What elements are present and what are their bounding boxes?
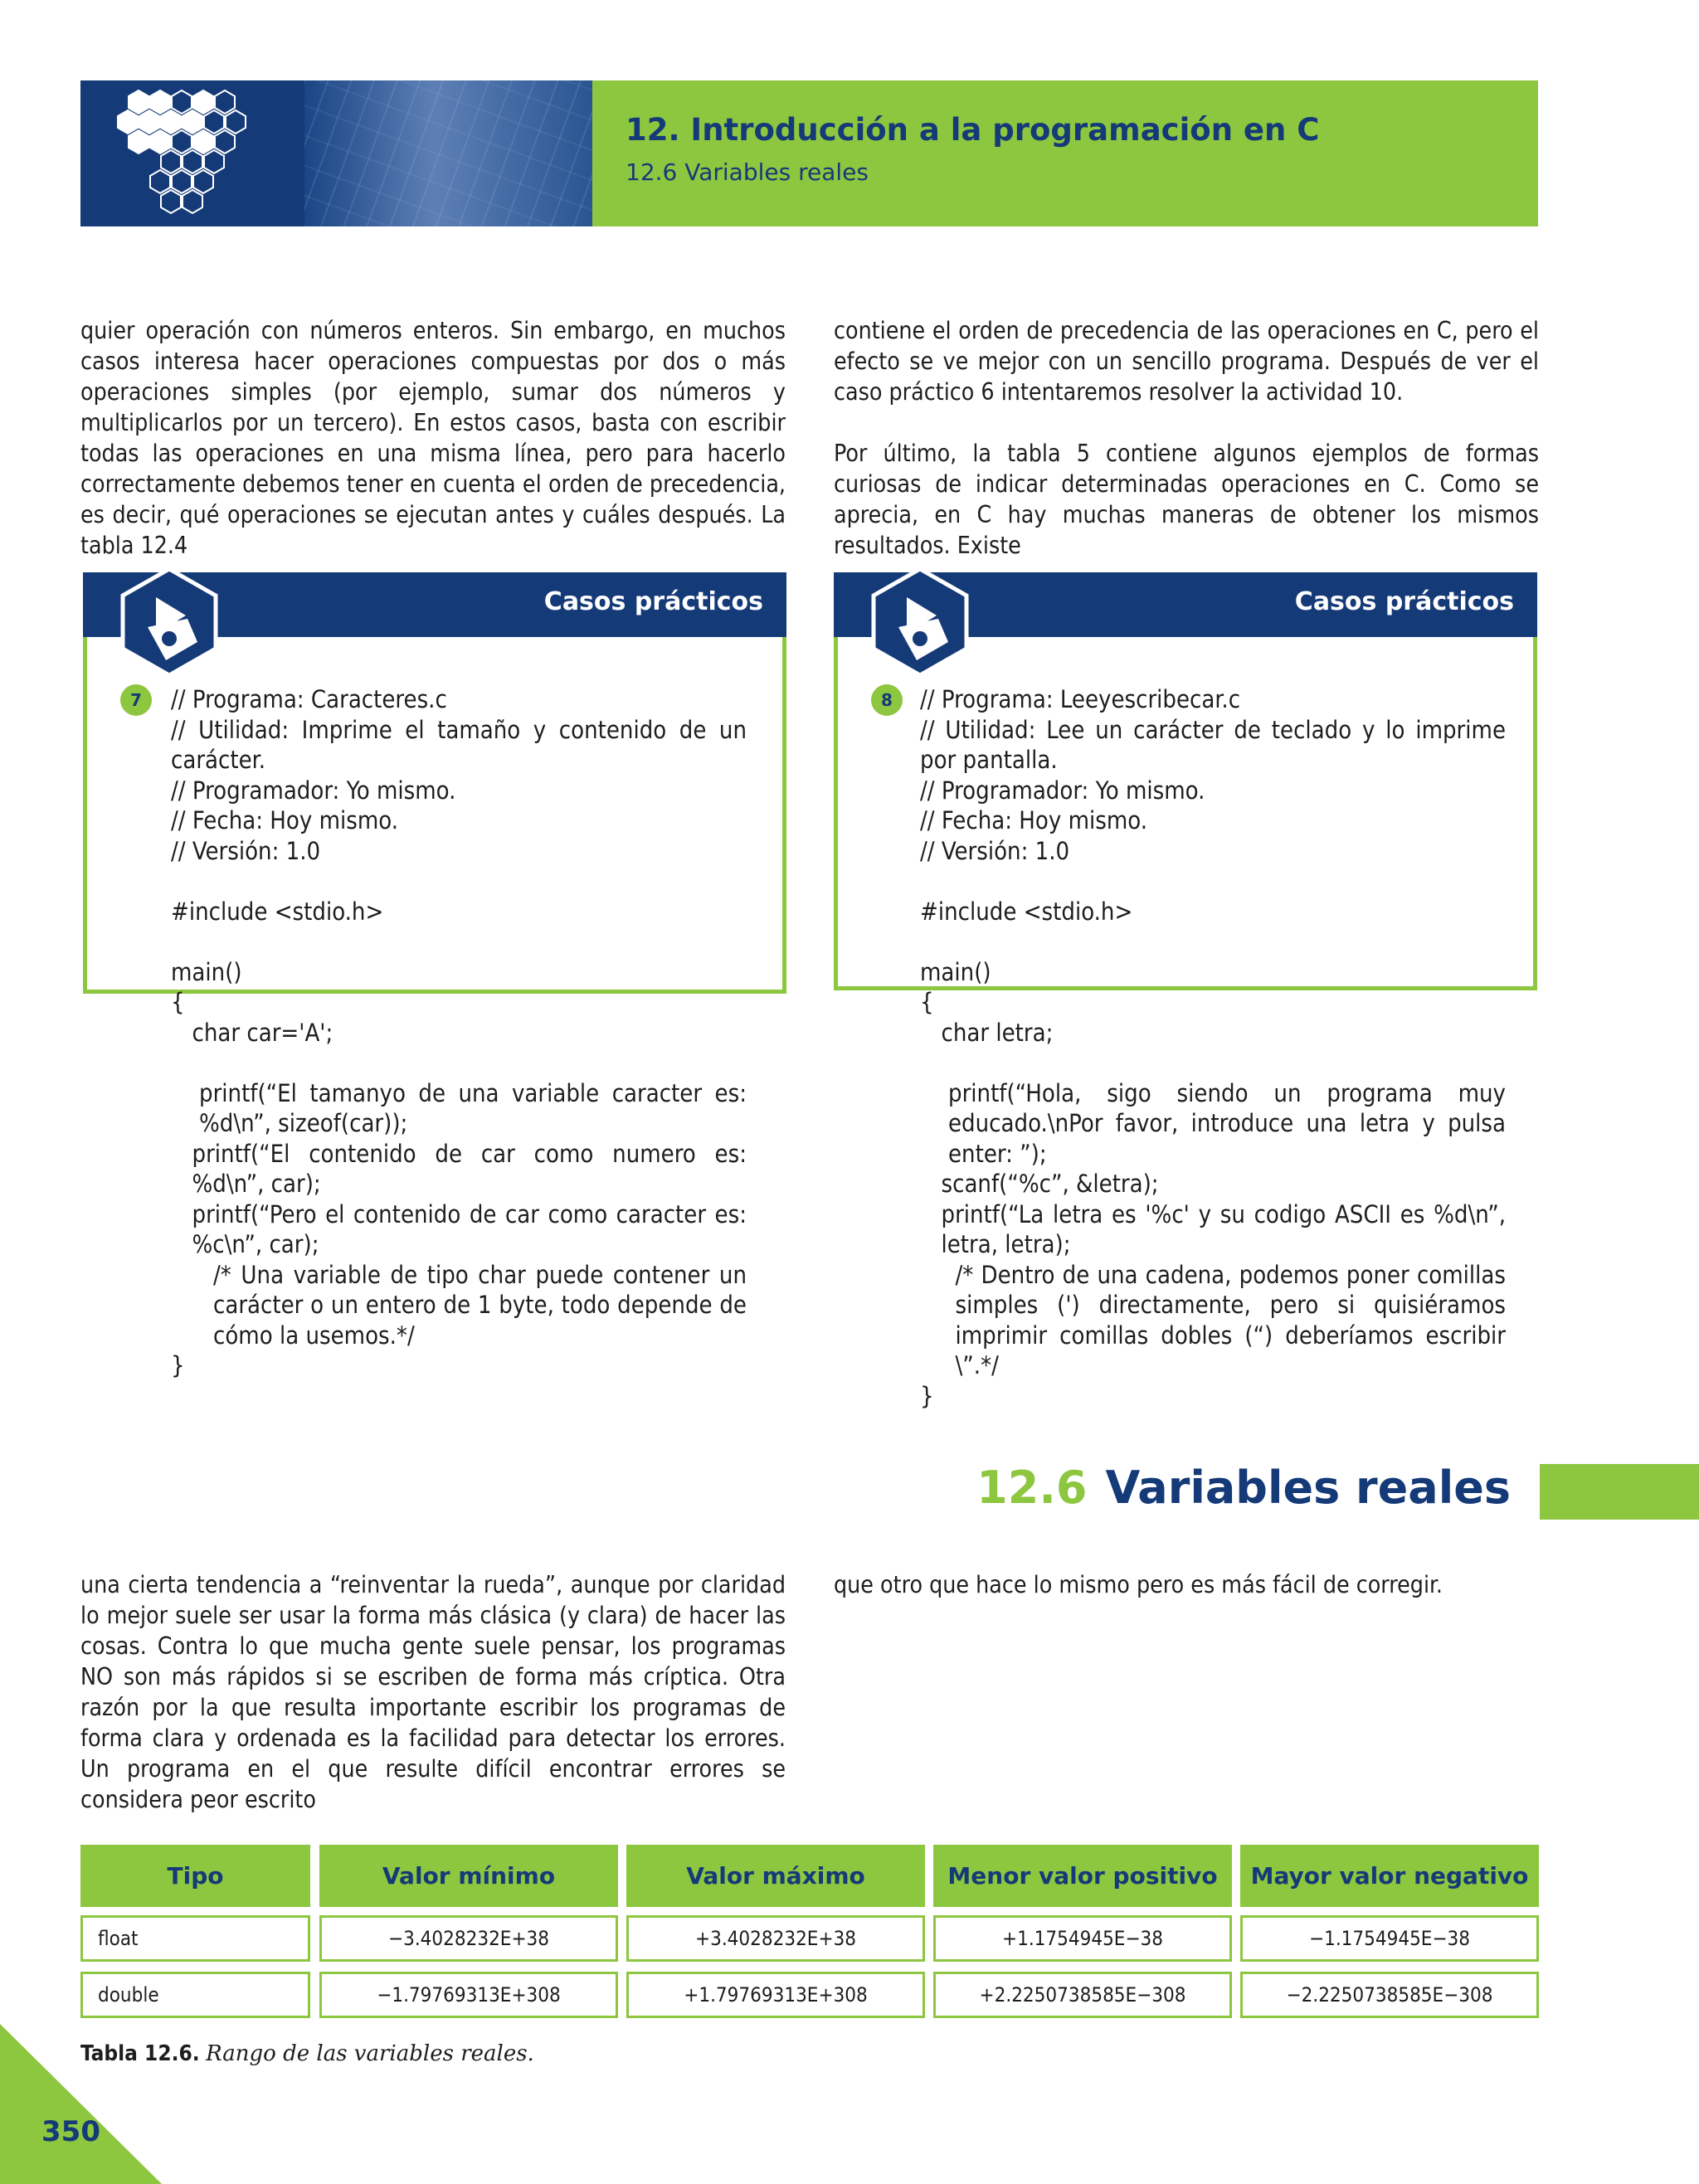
page-corner-triangle [0,2024,166,2184]
case-label: Casos prácticos [1294,587,1514,616]
code-line [920,927,1506,957]
table-cell: −1.1754945E−38 [1240,1915,1539,1962]
caption-text: Rango de las variables reales. [206,2041,534,2066]
code-line: char letra; [941,1018,1054,1047]
code-line: // Fecha: Hoy mismo. [171,806,399,834]
code-line: // Utilidad: Lee un carácter de teclado y lo imprime por pantalla. [920,715,1506,774]
code-line [920,866,1506,897]
code-line [171,927,747,957]
code-line: scanf(“%c”, &letra); [941,1170,1159,1198]
code-line: // Programa: Caracteres.c [171,685,447,713]
code-line: // Fecha: Hoy mismo. [920,806,1148,834]
code-line: // Utilidad: Imprime el tamaño y contenido de un carácter. [171,715,747,774]
code-line [171,1048,747,1078]
hexagon-logo-icon [80,80,304,226]
code-line: printf(“La letra es '%c' y su codigo ASCII es %d\n”, letra, letra); [941,1199,1506,1258]
table-cell: double [80,1972,310,2018]
code-line: /* Una variable de tipo char puede contener un carácter o un entero de 1 byte, todo depende de cómo la usemos.*/ [213,1260,747,1350]
table-header-cell: Mayor valor negativo [1240,1845,1539,1907]
code-line: { [920,988,934,1016]
paragraph-top-right-1: contiene el orden de precedencia de las operaciones en C, pero el efecto se ve mejor con un sencillo programa. Después de ver el caso práctico 6 intentaremos resolver la actividad 10. [834,317,1539,406]
code-line: printf(“El tamanyo de una variable caracter es: %d\n”, sizeof(car)); [199,1078,747,1137]
table-cell: +1.1754945E−38 [933,1915,1232,1962]
code-line: #include <stdio.h> [171,897,384,926]
code-line [920,1048,1506,1078]
code-line: // Versión: 1.0 [171,836,321,865]
table-header-cell: Valor máximo [626,1845,925,1907]
code-line: // Versión: 1.0 [920,836,1070,865]
case-number-badge: 8 [871,684,903,716]
caption-label: Tabla 12.6. [80,2041,200,2066]
code-line: { [171,988,185,1016]
code-line [171,866,747,897]
table-cell: −3.4028232E+38 [319,1915,618,1962]
paragraph-top-left: quier operación con números enteros. Sin embargo, en muchos casos interesa hacer operaciones compuestas por dos o más operaciones simples (por ejemplo, sumar dos números y multiplicarlos por un tercero). En estos casos, basta con escribir todas las operaciones en una misma línea, pero para hacerlo correctamente debemos tener en cuenta el orden de precedencia, es decir, qué operaciones se ejecutan antes y cuáles después. La tabla 12.4 [80,317,786,559]
code-line: printf(“Pero el contenido de car como caracter es: %c\n”, car); [192,1199,747,1258]
code-line: } [920,1381,934,1410]
section-number: 12.6 [976,1462,1088,1514]
table-header-cell: Valor mínimo [319,1845,618,1907]
code-line: } [171,1351,185,1379]
paragraph-top-right-2: Por último, la tabla 5 contiene algunos ejemplos de formas curiosas de indicar determinadas operaciones en C. Como se aprecia, en C hay muchas maneras de obtener los mismos resultados. Existe [834,440,1539,559]
table-cell: −1.79769313E+308 [319,1972,618,2018]
code-line: /* Dentro de una cadena, podemos poner comillas simples (') directamente, pero si quisiéramos imprimir comillas dobles (“) deberíamos escribir \”.*/ [955,1260,1506,1379]
table-cell: +2.2250738585E−308 [933,1972,1232,2018]
code-line: printf(“Hola, sigo siendo un programa muy educado.\nPor favor, introduce una letra y pulsa enter: ”); [948,1078,1506,1168]
table-cell: float [80,1915,310,1962]
table-header-cell: Tipo [80,1845,310,1907]
code-line: // Programador: Yo mismo. [920,776,1205,805]
table-cell: −2.2250738585E−308 [1240,1972,1539,2018]
paragraph-bottom-right: que otro que hace lo mismo pero es más fácil de corregir. [834,1571,1443,1598]
code-line: // Programa: Leeyescribecar.c [920,685,1241,713]
circuit-board-image [304,80,592,226]
page-number: 350 [41,2115,100,2148]
table-cell: +3.4028232E+38 [626,1915,925,1962]
section-title: Variables reales [1105,1462,1511,1514]
header-image [80,80,592,226]
section-heading [976,1462,1511,1514]
paragraph-bottom-left: una cierta tendencia a “reinventar la rueda”, aunque por claridad lo mejor suele ser usar la forma más clásica (y clara) de hacer las cosas. Contra lo que mucha gente suele pensar, los programas NO son más rápidos si se escriben de forma más críptica. Otra razón por la que resulta importante escribir los programas de forma clara y ordenada es la facilidad para detectar los errores. Un programa en el que resulte difícil encontrar errores se considera peor escrito [80,1571,786,1813]
case-label: Casos prácticos [543,587,763,616]
code-line: main() [171,957,242,986]
code-line: char car='A'; [192,1018,333,1047]
code-line: main() [920,957,991,986]
case-number-badge: 7 [120,684,152,716]
code-line: #include <stdio.h> [920,897,1133,926]
code-line: // Programador: Yo mismo. [171,776,456,805]
header-title-bar [592,80,1538,226]
code-listing [171,684,747,1381]
section-subtitle: 12.6 Variables reales [626,158,869,186]
code-listing [920,684,1506,1411]
table-header-cell: Menor valor positivo [933,1845,1232,1907]
table-cell: +1.79769313E+308 [626,1972,925,2018]
code-line: printf(“El contenido de car como numero es: %d\n”, car); [192,1139,747,1198]
section-heading-bar [1540,1464,1699,1520]
chapter-title: 12. Introducción a la programación en C [626,112,1320,148]
